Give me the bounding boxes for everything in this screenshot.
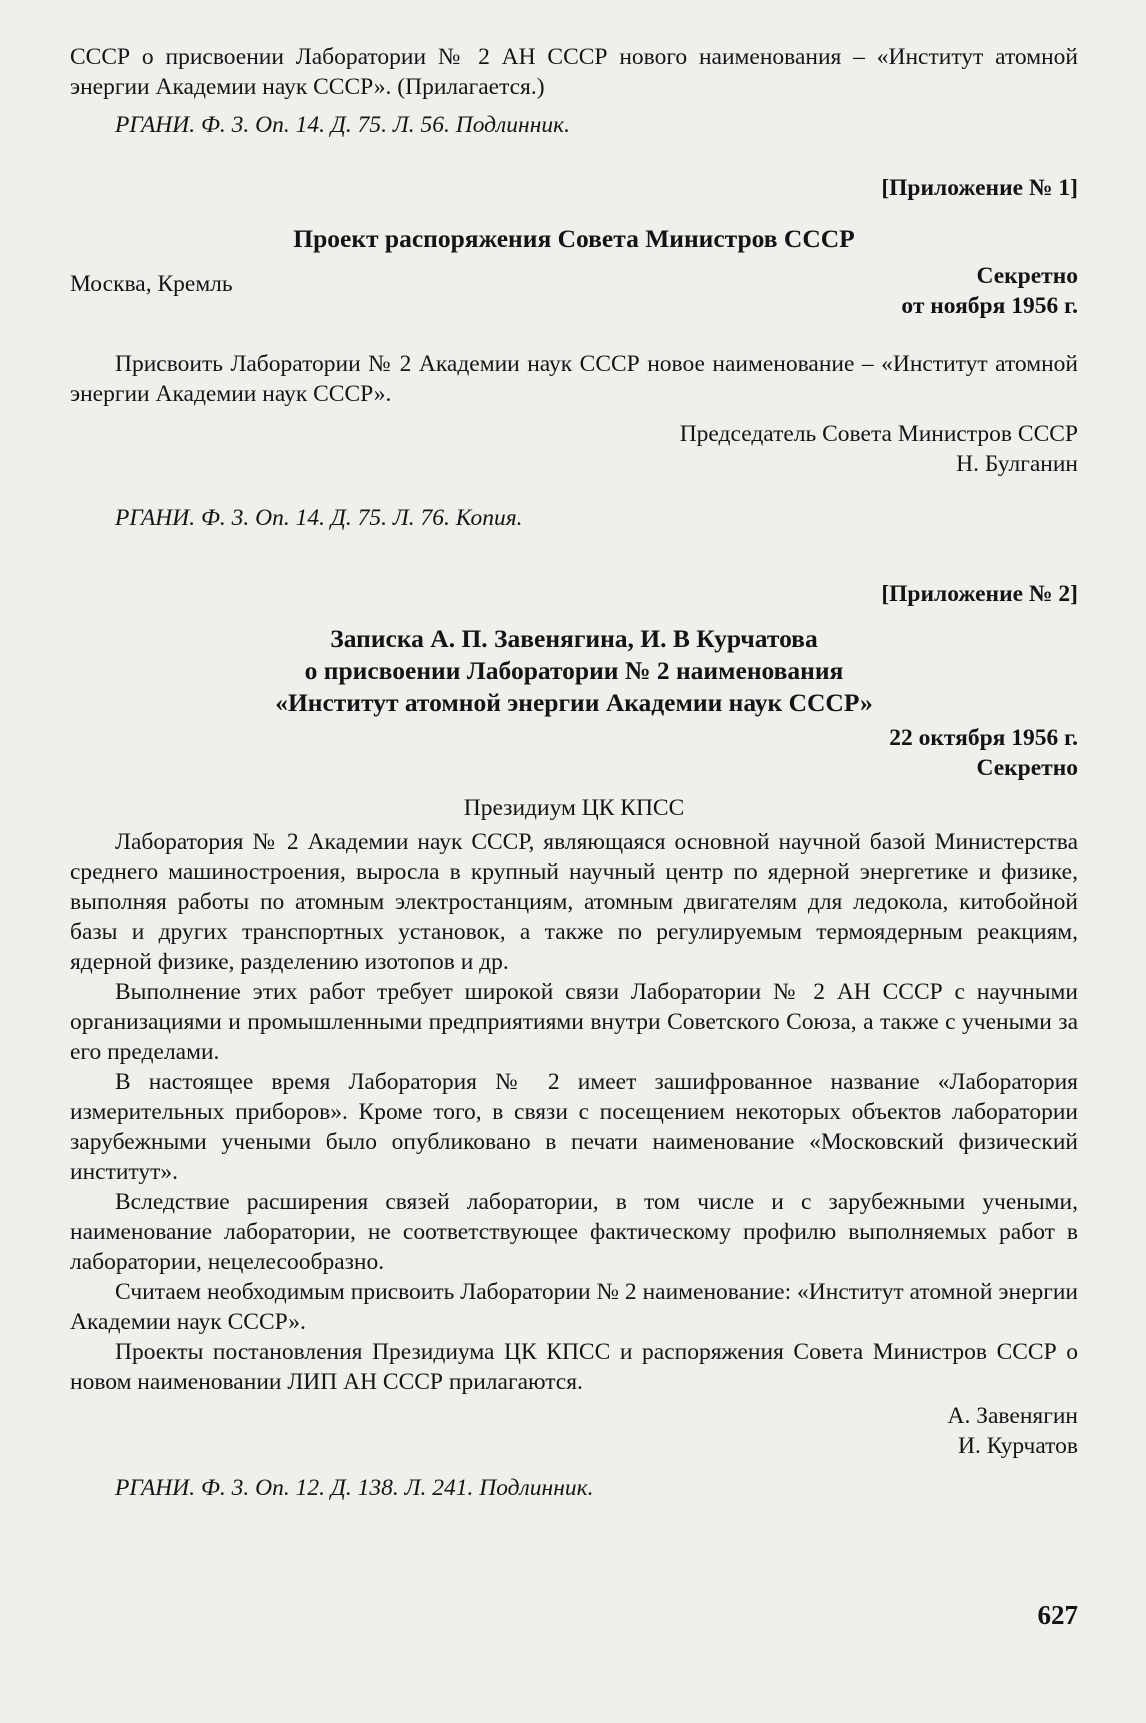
appendix2-title-line1: Записка А. П. Завенягина, И. В Курчатова [330,624,818,653]
appendix1-signer-title: Председатель Совета Министров СССР [679,421,1078,447]
appendix1-label: [Приложение № 1] [881,175,1078,201]
appendix1-meta [901,261,1078,321]
appendix1-secrecy: Секретно [976,263,1078,289]
appendix2-title-line2: о присвоении Лаборатории № 2 наименования [304,656,844,685]
appendix2-paragraph: Вследствие расширения связей лаборатории, в том числе и с зарубежными учеными, наименование лаборатории, не соответствующее фактическому профилю выполняемых работ в лаборатории, нецелесообразно. [70,1189,1078,1275]
appendix2-signer1: А. Завенягин [947,1403,1078,1429]
appendix2-title [70,623,1078,719]
appendix1-header-row [70,261,1078,321]
appendix1-signer-name: Н. Булганин [956,451,1078,477]
appendix2-date: 22 октября 1956 г. [889,725,1078,751]
appendix2-title-line3: «Институт атомной энергии Академии наук СССР» [275,688,873,717]
appendix1-place: Москва, Кремль [70,271,233,297]
appendix2-signer2: И. Курчатов [958,1433,1078,1459]
appendix2-addressee: Президиум ЦК КПСС [463,795,685,821]
appendix2-paragraph: Считаем необходимым присвоить Лаборатории № 2 наименование: «Институт атомной энергии Академии наук СССР». [70,1279,1078,1335]
appendix2-paragraph: Выполнение этих работ требует широкой связи Лаборатории № 2 АН СССР с научными организациями и промышленными предприятиями внутри Советского Союза, а также с учеными за его пределами. [70,979,1078,1065]
appendix2-paragraph: В настоящее время Лаборатория № 2 имеет зашифрованное название «Лаборатория измерительных приборов». Кроме того, в связи с посещением некоторых объектов лаборатории зарубежными учеными было опубликовано в печати наименование «Московский физический институт». [70,1069,1078,1185]
intro-source: РГАНИ. Ф. 3. Оп. 14. Д. 75. Л. 56. Подлинник. [115,112,570,138]
appendix1-body: Присвоить Лаборатории № 2 Академии наук СССР новое наименование – «Институт атомной энергии Академии наук СССР». [70,351,1078,407]
appendix2-body [70,827,1078,1397]
document-page [70,42,1078,1503]
appendix1-date: от ноября 1956 г. [901,293,1078,319]
appendix2-paragraph: Проекты постановления Президиума ЦК КПСС и распоряжения Совета Министров СССР о новом наименовании ЛИП АН СССР прилагаются. [70,1339,1078,1395]
appendix2-secrecy: Секретно [976,755,1078,781]
appendix2-source: РГАНИ. Ф. 3. Оп. 12. Д. 138. Л. 241. Подлинник. [115,1475,594,1501]
appendix2-label: [Приложение № 2] [881,581,1078,607]
page-number: 627 [1037,1600,1078,1630]
intro-text: СССР о присвоении Лаборатории № 2 АН СССР нового наименования – «Институт атомной энергии Академии наук СССР». (Прилагается.) [70,44,1078,100]
appendix2-paragraph: Лаборатория № 2 Академии наук СССР, являющаяся основной научной базой Министерства среднего машиностроения, выросла в крупный научный центр по ядерной энергетике и физике, выполняя работы по атомным электростанциям, атомным двигателям для ледокола, китобойной базы и других транспортных установок, а также по регулируемым термоядерным реакциям, ядерной физике, разделению изотопов и др. [70,829,1078,975]
appendix1-title: Проект распоряжения Совета Министров СССР [293,224,855,253]
appendix1-source: РГАНИ. Ф. 3. Оп. 14. Д. 75. Л. 76. Копия. [115,505,523,531]
